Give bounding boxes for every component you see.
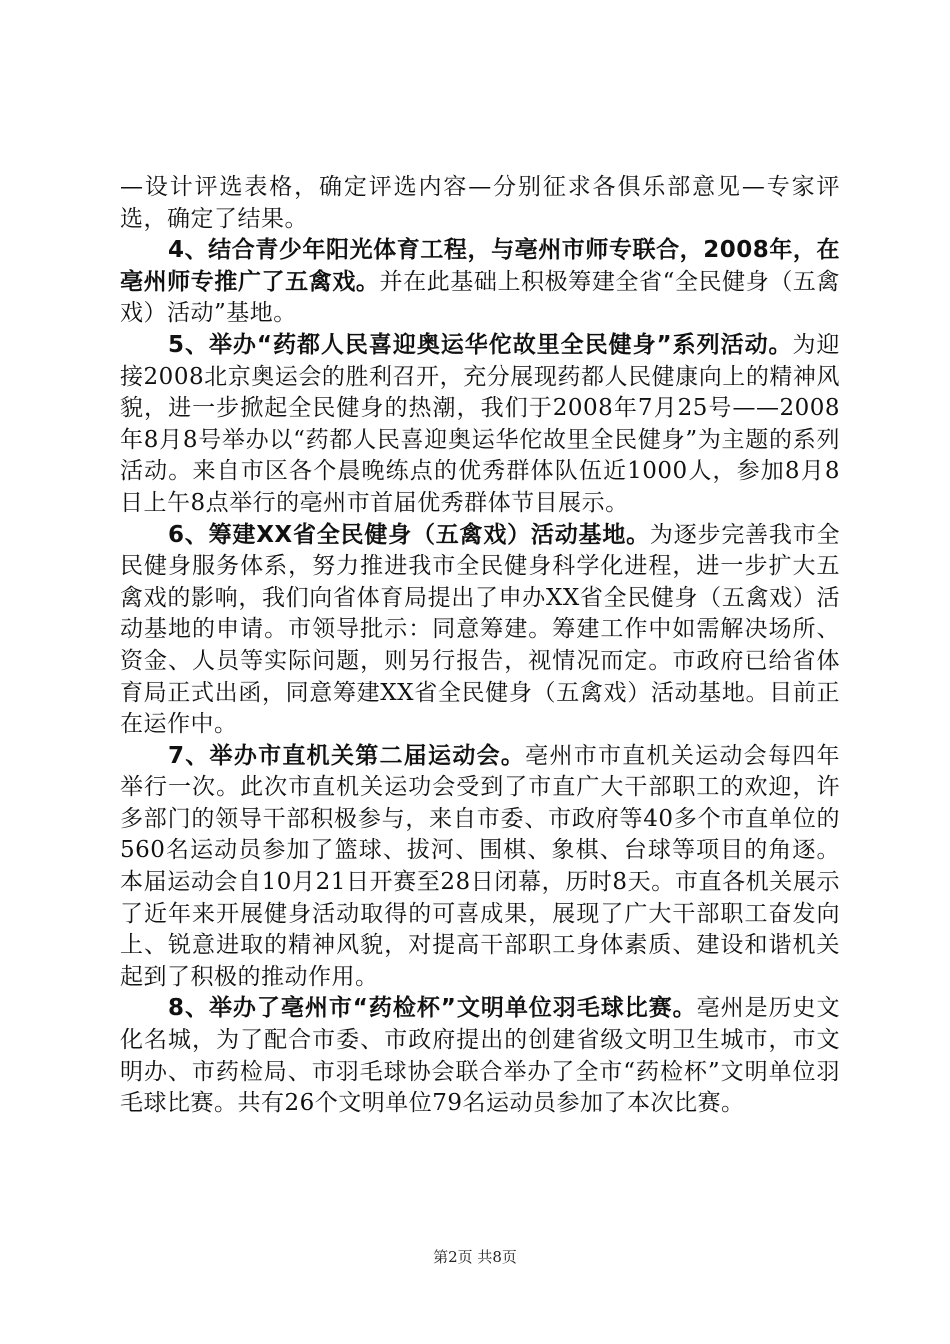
paragraph-item-6-text: 为逐步完善我市全民健身服务体系，努力推进我市全民健身科学化进程，进一步扩大五禽戏的影响，我们向省体育局提出了申办XX省全民健身（五禽戏）活动基地的申请。市领导批示：同意筹建。筹建工作中如需解决场所、资金、人员等实际问题，则另行报告，视情况而定。市政府已给省体育局正式出函，同意筹建XX省全民健身（五禽戏）活动基地。目前正在运作中。: [120, 521, 840, 738]
paragraph-item-7-text: 亳州市市直机关运动会每四年举行一次。此次市直机关运功会受到了市直广大干部职工的欢迎，许多部门的领导干部积极参与，来自市委、市政府等40多个市直单位的560名运动员参加了篮球、拔河、围棋、象棋、台球等项目的角逐。本届运动会自10月21日开赛至28日闭幕，历时8天。市直各机关展示了近年来开展健身活动取得的可喜成果，展现了广大干部职工奋发向上、锐意进取的精神风貌，对提高干部职工身体素质、建设和谐机关起到了积极的推动作用。: [120, 742, 840, 990]
paragraph-item-8-text: 亳州是历史文化名城，为了配合市委、市政府提出的创建省级文明卫生城市，市文明办、市药检局、市羽毛球协会联合举办了全市“药检杯”文明单位羽毛球比赛。共有26个文明单位79名运动员参加了本次比赛。: [120, 995, 840, 1117]
page-number: 第2页 共8页: [433, 1248, 517, 1266]
paragraph-item-6-heading: 6、筹建XX省全民健身（五禽戏）活动基地。: [168, 521, 650, 548]
page-footer: [0, 1246, 950, 1267]
paragraph-item-5: [120, 330, 840, 520]
paragraph-item-5-heading: 5、举办“药都人民喜迎奥运华佗故里全民健身”系列活动。: [168, 331, 793, 358]
paragraph-item-4-text: 并在此基础上积极筹建全省“全民健身（五禽戏）活动”基地。: [120, 268, 841, 327]
paragraph-item-5-text: 为迎接2008北京奥运会的胜利召开，充分展现药都人民健康向上的精神风貌，进一步掀起全民健身的热潮，我们于2008年7月25号——2008年8月8号举办以“药都人民喜迎奥运华佗故里全民健身”为主题的系列活动。来自市区各个晨晚练点的优秀群体队伍近1000人，参加8月8日上午8点举行的亳州市首届优秀群体节目展示。: [120, 331, 840, 516]
paragraph-item-7-heading: 7、举办市直机关第二届运动会。: [168, 742, 526, 769]
paragraph-item-4: [120, 235, 840, 330]
paragraph-item-6: [120, 520, 840, 741]
paragraph-item-8-heading: 8、举办了亳州市“药检杯”文明单位羽毛球比赛。: [168, 995, 697, 1022]
document-body: [120, 172, 840, 1120]
paragraph-item-4-heading: 4、结合青少年阳光体育工程，与亳州市师专联合，2008年，在亳州师专推广了五禽戏。: [120, 237, 840, 295]
paragraph-continuation: [120, 172, 840, 235]
paragraph-continuation-text: —设计评选表格，确定评选内容—分别征求各俱乐部意见—专家评选，确定了结果。: [120, 174, 840, 232]
paragraph-item-7: [120, 741, 840, 994]
paragraph-item-8: [120, 993, 840, 1119]
